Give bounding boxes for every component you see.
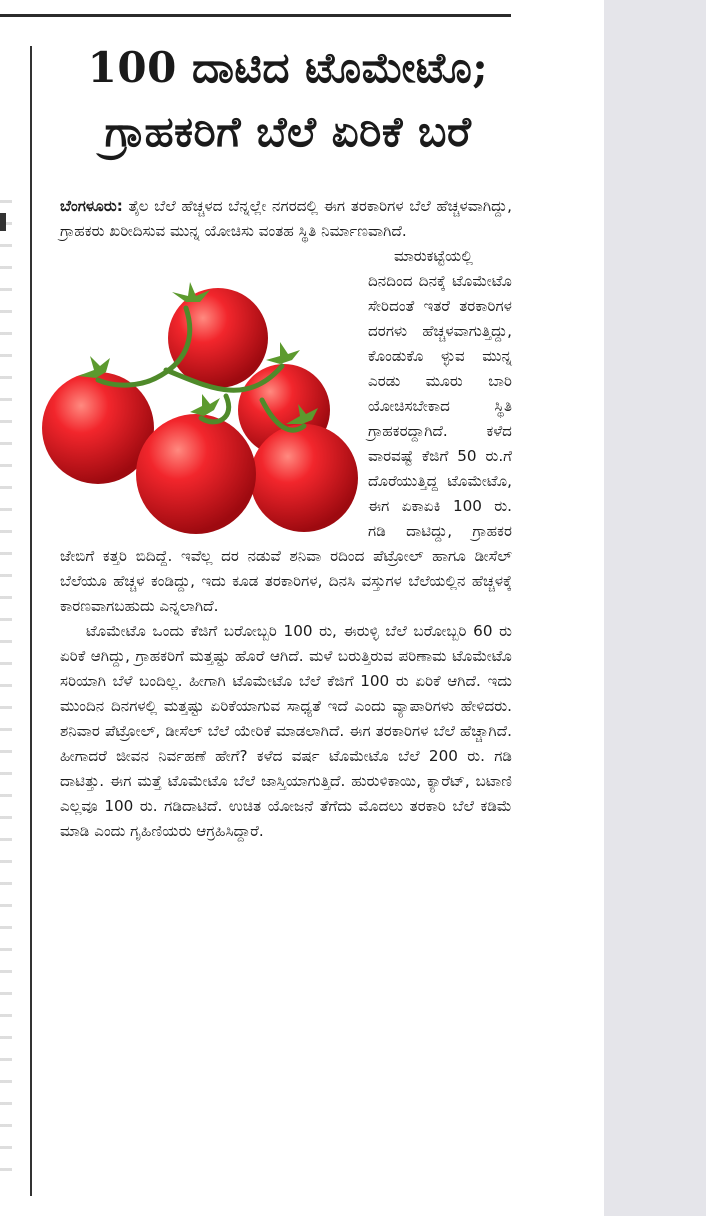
article-body (60, 194, 512, 844)
dateline: ಬೆಂಗಳೂರು: (60, 197, 123, 215)
headline-line-2: ಗ್ರಾಹಕರಿಗೆ ಬೆಲೆ ಏರಿಕೆ ಬರೆ (104, 107, 472, 156)
side-panel (604, 0, 706, 1216)
tomato-bottom-right (250, 424, 358, 532)
tomato-top (168, 288, 268, 388)
paragraph-2: ಮಾರುಕಟ್ಟೆಯಲ್ಲಿ ದಿನದಿಂದ ದಿನಕ್ಕೆ ಟೊಮೇಟೊ ಸೇರಿದಂತೆ ಇತರೆ ತರಕಾರಿಗಳ ದರಗಳು ಹೆಚ್ಚಳವಾಗುತ್ತಿದ್ದು, ಕೊಂಡುಕೊ ಳ್ಳುವ ಮುನ್ನ ಎರಡು ಮೂರು ಬಾರಿ ಯೋಚಿಸಬೇಕಾದ ಸ್ಥಿತಿ ಗ್ರಾಹಕರದ್ದಾಗಿದೆ. ಕಳೆದ ವಾರವಷ್ಟೆ ಕೆಜಿಗೆ 50 ರು.ಗೆ ದೊರೆಯುತ್ತಿದ್ದ ಟೊಮೇಟೊ, ಈಗ ಏಕಾಏಕಿ 100 ರು. ಗಡಿ ದಾಟಿದ್ದು, ಗ್ರಾಹಕರ ಜೇಬಿಗೆ ಕತ್ತರಿ ಬಿದಿದ್ದೆ. ಇವೆಲ್ಲ ದರ ನಡುವೆ ಶನಿವಾ ರದಿಂದ ಪೆಟ್ರೋಲ್ ಹಾಗೂ ಡೀಸೆಲ್ ಬೆಲೆಯೂ ಹೆಚ್ಚಳ ಕಂಡಿದ್ದು, ಇದು ಕೂಡ ತರಕಾರಿಗಳ, ದಿನಸಿ ವಸ್ತುಗಳ ಬೆಲೆಯಲ್ಲಿನ ಹೆಚ್ಚಳಕ್ಕೆ ಕಾರಣವಾಗಬಹುದು ಎನ್ನಲಾಗಿದೆ. (60, 247, 512, 615)
top-rule (0, 14, 511, 17)
column-marker (0, 213, 6, 231)
headline-line-1: 100 ದಾಟಿದ ಟೊಮೇಟೊ; (87, 43, 489, 92)
adjacent-column-edge (0, 200, 12, 1180)
tomato-front (136, 414, 256, 534)
tomato-illustration (36, 268, 358, 538)
headline (58, 36, 518, 164)
paragraph-1 (60, 194, 512, 244)
paragraph-1-text: ತೈಲ ಬೆಲೆ ಹೆಚ್ಚಳದ ಬೆನ್ನಲ್ಲೇ ನಗರದಲ್ಲಿ ಈಗ ತರಕಾರಿಗಳ ಬೆಲೆ ಹೆಚ್ಚಳವಾಗಿದ್ದು, ಗ್ರಾಹಕರು ಖರೀದಿಸುವ ಮುನ್ನ ಯೋಚಿಸು ವಂತಹ ಸ್ಥಿತಿ ನಿರ್ಮಾಣವಾಗಿದೆ. (60, 197, 512, 240)
paragraph-3: ಟೊಮೇಟೊ ಒಂದು ಕೆಜಿಗೆ ಬರೋಬ್ಬರಿ 100 ರು, ಈರುಳ್ಳಿ ಬೆಲೆ ಬರೋಬ್ಬರಿ 60 ರು ಏರಿಕೆ ಆಗಿದ್ದು, ಗ್ರಾಹಕರಿಗೆ ಮತ್ತಷ್ಟು ಹೊರೆ ಆಗಿದೆ. ಮಳೆ ಬರುತ್ತಿರುವ ಪರಿಣಾಮ ಟೊಮೇಟೊ ಸರಿಯಾಗಿ ಬೆಳೆ ಬಂದಿಲ್ಲ. ಹೀಗಾಗಿ ಟೊಮೇಟೊ ಬೆಲೆ ಕೆಜಿಗೆ 100 ರು ಏರಿಕೆ ಆಗಿದೆ. ಇದು ಮುಂದಿನ ದಿನಗಳಲ್ಲಿ ಮತ್ತಷ್ಟು ಏರಿಕೆಯಾಗುವ ಸಾಧ್ಯತೆ ಇದೆ ಎಂದು ವ್ಯಾಪಾರಿಗಳು ಹೇಳಿದರು. ಶನಿವಾರ ಪೆಟ್ರೋಲ್, ಡೀಸೆಲ್ ಬೆಲೆ ಯೇರಿಕೆ ಮಾಡಲಾಗಿದೆ. ಈಗ ತರಕಾರಿಗಳ ಬೆಲೆ ಹೆಚ್ಚಾಗಿದೆ. ಹೀಗಾದರೆ ಜೀವನ ನಿರ್ವಹಣೆ ಹೇಗೆ? ಕಳೆದ ವರ್ಷ ಟೊಮೇಟೊ ಬೆಲೆ 200 ರು. ಗಡಿ ದಾಟಿತ್ತು. ಈಗ ಮತ್ತೆ ಟೊಮೇಟೊ ಬೆಲೆ ಜಾಸ್ತಿಯಾಗುತ್ತಿದೆ. ಹುರುಳಿಕಾಯಿ, ಕ್ಯಾರೆಟ್, ಬಟಾಣಿ ಎಲ್ಲವೂ 100 ರು. ಗಡಿದಾಟಿದೆ. ಉಚಿತ ಯೋಜನೆ ತೆಗೆದು ಮೊದಲು ತರಕಾರಿ ಬೆಲೆ ಕಡಿಮೆ ಮಾಡಿ ಎಂದು ಗೃಹಿಣಿಯರು ಆಗ್ರಹಿಸಿದ್ದಾರೆ. (60, 622, 512, 840)
column-divider (30, 46, 32, 1196)
tomato-image (36, 244, 358, 544)
